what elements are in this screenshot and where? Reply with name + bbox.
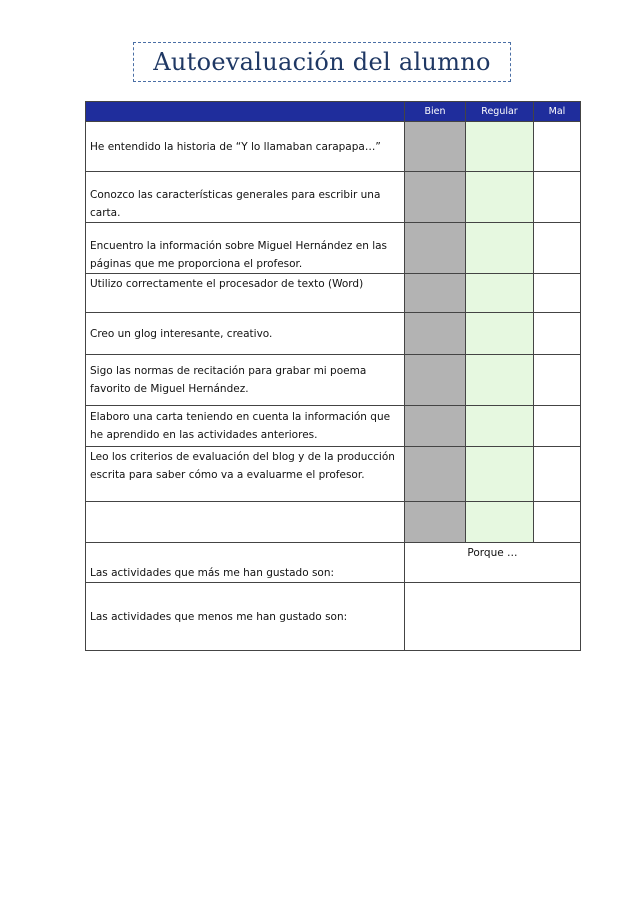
item-text: Conozco las características generales para escribir una carta. [86,172,405,223]
bien-cell[interactable] [405,406,466,447]
table-row [86,223,581,274]
item-text: Sigo las normas de recitación para grabar mi poema favorito de Miguel Hernández. [86,355,405,406]
mal-cell[interactable] [534,122,581,172]
table-row [86,274,581,313]
regular-cell[interactable] [466,223,534,274]
regular-cell[interactable] [466,447,534,502]
table-row [86,122,581,172]
title-box [133,42,511,82]
mal-cell[interactable] [534,447,581,502]
table-row [86,313,581,355]
porque-cell[interactable]: Porque … [405,543,581,583]
regular-cell[interactable] [466,313,534,355]
column-header-bien: Bien [405,102,466,122]
mal-cell[interactable] [534,502,581,543]
column-header-mal: Mal [534,102,581,122]
item-text: Encuentro la información sobre Miguel Hernández en las páginas que me proporciona el profesor. [86,223,405,274]
mal-cell[interactable] [534,406,581,447]
regular-cell[interactable] [466,274,534,313]
item-text [86,502,405,543]
bien-cell[interactable] [405,172,466,223]
regular-cell[interactable] [466,172,534,223]
item-text: Elaboro una carta teniendo en cuenta la información que he aprendido en las actividades anteriores. [86,406,405,447]
bien-cell[interactable] [405,122,466,172]
bien-cell[interactable] [405,274,466,313]
disliked-row [86,583,581,651]
regular-cell[interactable] [466,406,534,447]
bien-cell[interactable] [405,313,466,355]
regular-cell[interactable] [466,122,534,172]
bien-cell[interactable] [405,223,466,274]
column-header-regular: Regular [466,102,534,122]
regular-cell[interactable] [466,355,534,406]
table-row [86,172,581,223]
header-row [86,102,581,122]
bien-cell[interactable] [405,447,466,502]
porque-answer-cell[interactable] [405,583,581,651]
item-text: He entendido la historia de “Y lo llamaban carapapa…” [86,122,405,172]
page-title: Autoevaluación del alumno [153,48,491,76]
table-row [86,355,581,406]
self-evaluation-table [85,101,581,651]
header-blank-cell [86,102,405,122]
mal-cell[interactable] [534,355,581,406]
liked-activities-label: Las actividades que más me han gustado son: [86,543,405,583]
item-text: Utilizo correctamente el procesador de texto (Word) [86,274,405,313]
regular-cell[interactable] [466,502,534,543]
liked-row [86,543,581,583]
table-row [86,502,581,543]
item-text: Creo un glog interesante, creativo. [86,313,405,355]
disliked-activities-label: Las actividades que menos me han gustado son: [86,583,405,651]
mal-cell[interactable] [534,274,581,313]
item-text: Leo los criterios de evaluación del blog y de la producción escrita para saber cómo va a evaluarme el profesor. [86,447,405,502]
table-row [86,406,581,447]
bien-cell[interactable] [405,355,466,406]
mal-cell[interactable] [534,172,581,223]
table-row [86,447,581,502]
mal-cell[interactable] [534,313,581,355]
bien-cell[interactable] [405,502,466,543]
mal-cell[interactable] [534,223,581,274]
